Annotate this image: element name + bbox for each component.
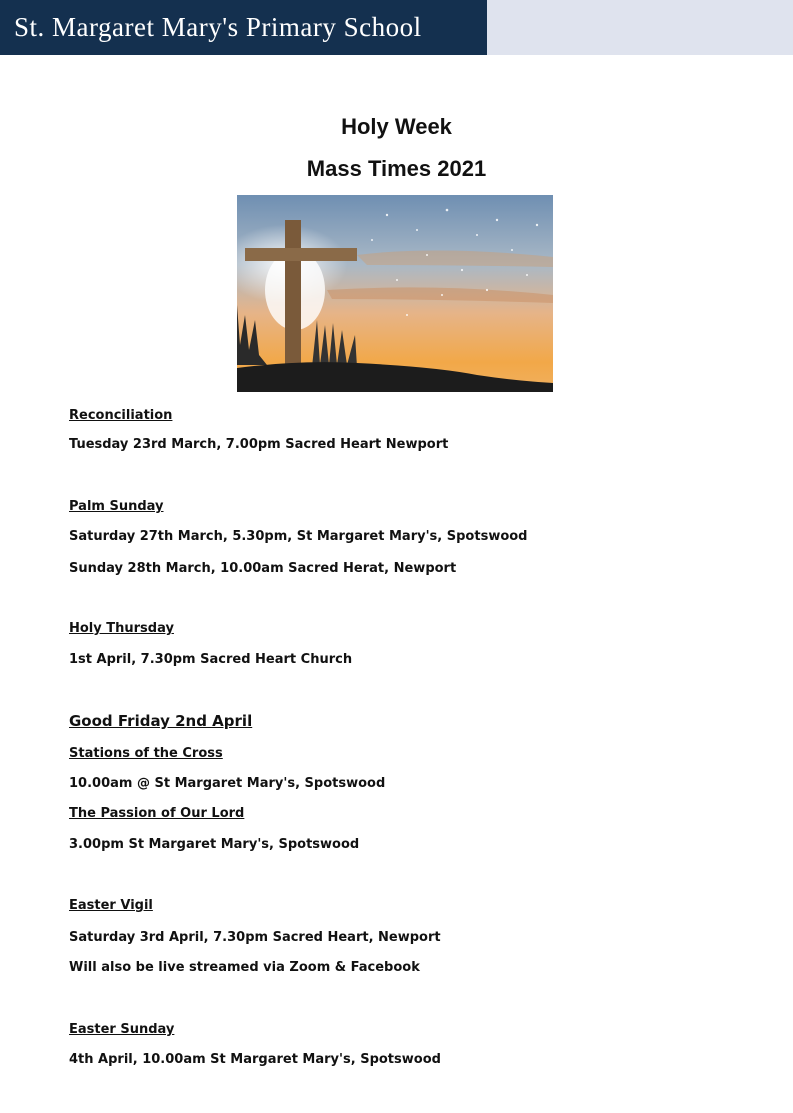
section-holy-thursday [69, 619, 352, 670]
section-heading: Palm Sunday [69, 499, 164, 514]
schedule-line: 1st April, 7.30pm Sacred Heart Church [69, 652, 353, 667]
section-reconciliation [69, 406, 448, 455]
schedule-line: Saturday 27th March, 5.30pm, St Margaret Mary's, Spotswood [69, 529, 528, 544]
schedule-line: Tuesday 23rd March, 7.00pm Sacred Heart Newport [69, 437, 449, 452]
subsection-heading: The Passion of Our Lord [69, 806, 245, 821]
cross-sunset-image [237, 195, 553, 392]
schedule-line: Sunday 28th March, 10.00am Sacred Herat, Newport [69, 561, 457, 576]
section-heading: Holy Thursday [69, 621, 174, 636]
schedule-line: Saturday 3rd April, 7.30pm Sacred Heart, Newport [69, 930, 441, 945]
section-heading: Reconciliation [69, 408, 173, 423]
subsection-heading: Stations of the Cross [69, 746, 223, 761]
section-heading: Easter Sunday [69, 1022, 175, 1037]
school-name-banner: St. Margaret Mary's Primary School [0, 0, 487, 55]
section-easter-sunday [69, 1020, 441, 1070]
schedule-line: 3.00pm St Margaret Mary's, Spotswood [69, 837, 360, 852]
section-easter-vigil [69, 896, 441, 978]
schedule-line: 10.00am @ St Margaret Mary's, Spotswood [69, 776, 386, 791]
section-palm-sunday [69, 497, 528, 579]
page-title: Holy Week [341, 114, 452, 139]
section-heading: Easter Vigil [69, 898, 153, 913]
section-heading: Good Friday 2nd April [69, 712, 253, 730]
schedule-line: 4th April, 10.00am St Margaret Mary's, Spotswood [69, 1052, 441, 1067]
schedule-line: Will also be live streamed via Zoom & Facebook [69, 960, 420, 975]
page-subtitle: Mass Times 2021 [306, 156, 487, 181]
section-good-friday [69, 711, 385, 855]
